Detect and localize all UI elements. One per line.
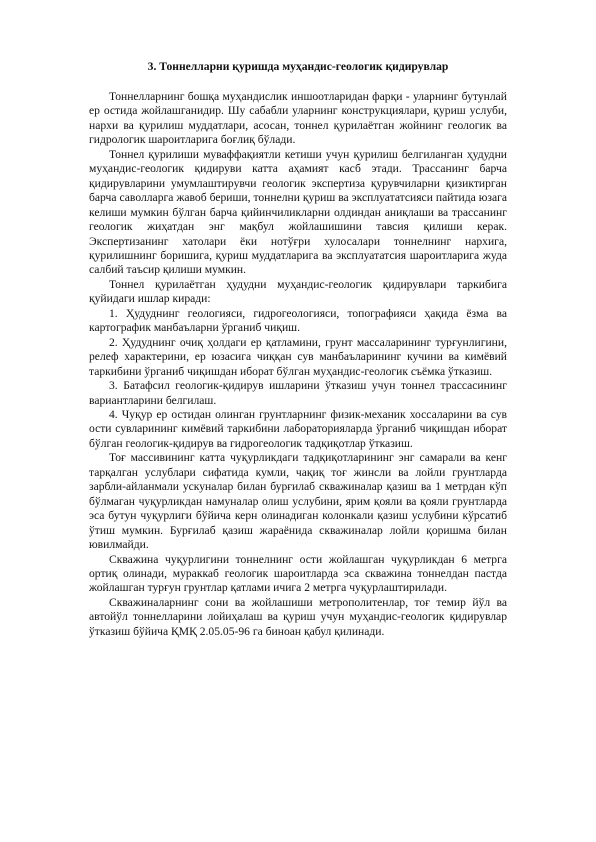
document-body xyxy=(89,60,507,639)
paragraph-standard: Скважиналарнинг сони ва жойлашиши метрополитенлар, тоғ темир йўл ва автойўл тоннелларини лойиҳалаш ва қуриш учун муҳандис-геологик қидирувлар ўтказиш бўйича ҚМҚ 2.05.05-96 га биноан қабул қилинади. xyxy=(89,595,507,638)
list-item-4: 4. Чуқур ер остидан олинган грунтларнинг физик-механик хоссаларини ва сув ости сувларининг кимёвий таркибини лабораторияларда ўрганиб чиқишдан иборат бўлган геологик-қидирув ва гидрогеологик тадқиқотлар ўтказиш. xyxy=(89,407,507,450)
section-title: 3. Тоннелларни қуришда муҳандис-геологик қидирувлар xyxy=(147,60,449,73)
paragraph-importance: Тоннел қурилиши муваффақиятли кетиши учун қурилиш белгиланган ҳудудни муҳандис-геологик қидируви катта аҳамият касб этади. Трассанинг барча қидирувларини умумлаштирувчи геологик экспертиза қурувчиларни қизиктирган барча саволларга жавоб бериши, тоннелни қуриш ва эксплуататсияси пайтида юзага келиши мумкин бўлган барча қийинчиликларни олдиндан аниқлаши ва трассанинг геологик жиҳатдан энг мақбул жойлашишини тавсия қилиши керак. Экспертизанинг хатолари ёки нотўғри хулосалари тоннелнинг нархига, қурилишнинг боришига, қуриш муддатларига ва эксплуататсия шароитларига жуда салбий таъсир қилиши мумкин. xyxy=(89,147,507,277)
list-item-3: 3. Батафсил геологик-қидирув ишларини ўтказиш учун тоннел трассасининг вариантларини белгилаш. xyxy=(89,379,507,407)
paragraph-tasks-intro: Тоннел қурилаётган ҳудудни муҳандис-геологик қидирувлари таркибига қуйидаги ишлар киради: xyxy=(89,277,507,306)
list-item-1: 1. Ҳудуднинг геологияси, гидрогеологияси, топографияси ҳақида ёзма ва картографик манбаъларни ўрганиб чиқиш. xyxy=(89,306,507,335)
paragraph-methods: Тоғ массивининг катта чуқурликдаги тадқиқотларининг энг самарали ва кенг тарқалган услублари сифатида кумли, чақиқ тоғ жинсли ва лойли грунтларда зарбли-айланмали ускуналар билан бурғилаб скважиналар қазиш ва 1 метрдан кўп бўлмаган чуқурликдан намуналар олиш услубини, ярим қояли ва қояли грунтларда эса бутун чуқурлиги бўйича керн олинадиган колонкали қазиш услубини кўрсатиб ўтиш мумкин. Бурғилаб қазиш жараёнида скважиналар лойли қоришма билан ювилмайди. xyxy=(89,451,507,552)
paragraph-intro: Тоннелларнинг бошқа муҳандислик иншоотларидан фарқи - уларнинг бутунлай ер остида жойлашганидир. Шу сабабли уларнинг конструкциялари, қуриш услуби, нархи ва қурилиш муддатлари, асосан, тоннел қурилаётган жойнинг геологик ва гидрологик шароитларига боғлиқ бўлади. xyxy=(89,90,507,147)
list-item-2: 2. Ҳудуднинг очиқ ҳолдаги ер қатламини, грунт массаларининг турғунлигини, релеф характерини, ер юзасига чиққан сув манбаъларининг кучини ва кимёвий таркибини ўрганиб чиқишдан иборат бўлган муҳандис-геологик съёмка ўтказиш. xyxy=(89,335,507,378)
paragraph-depth: Скважина чуқурлигини тоннелнинг ости жойлашган чуқурликдан 6 метрга ортиқ олинади, мураккаб геологик шароитларда эса скважина тоннелдан пастда жойлашган турғун грунтлар қатлами ичига 2 метрга чуқурлаштирилади. xyxy=(89,552,507,595)
